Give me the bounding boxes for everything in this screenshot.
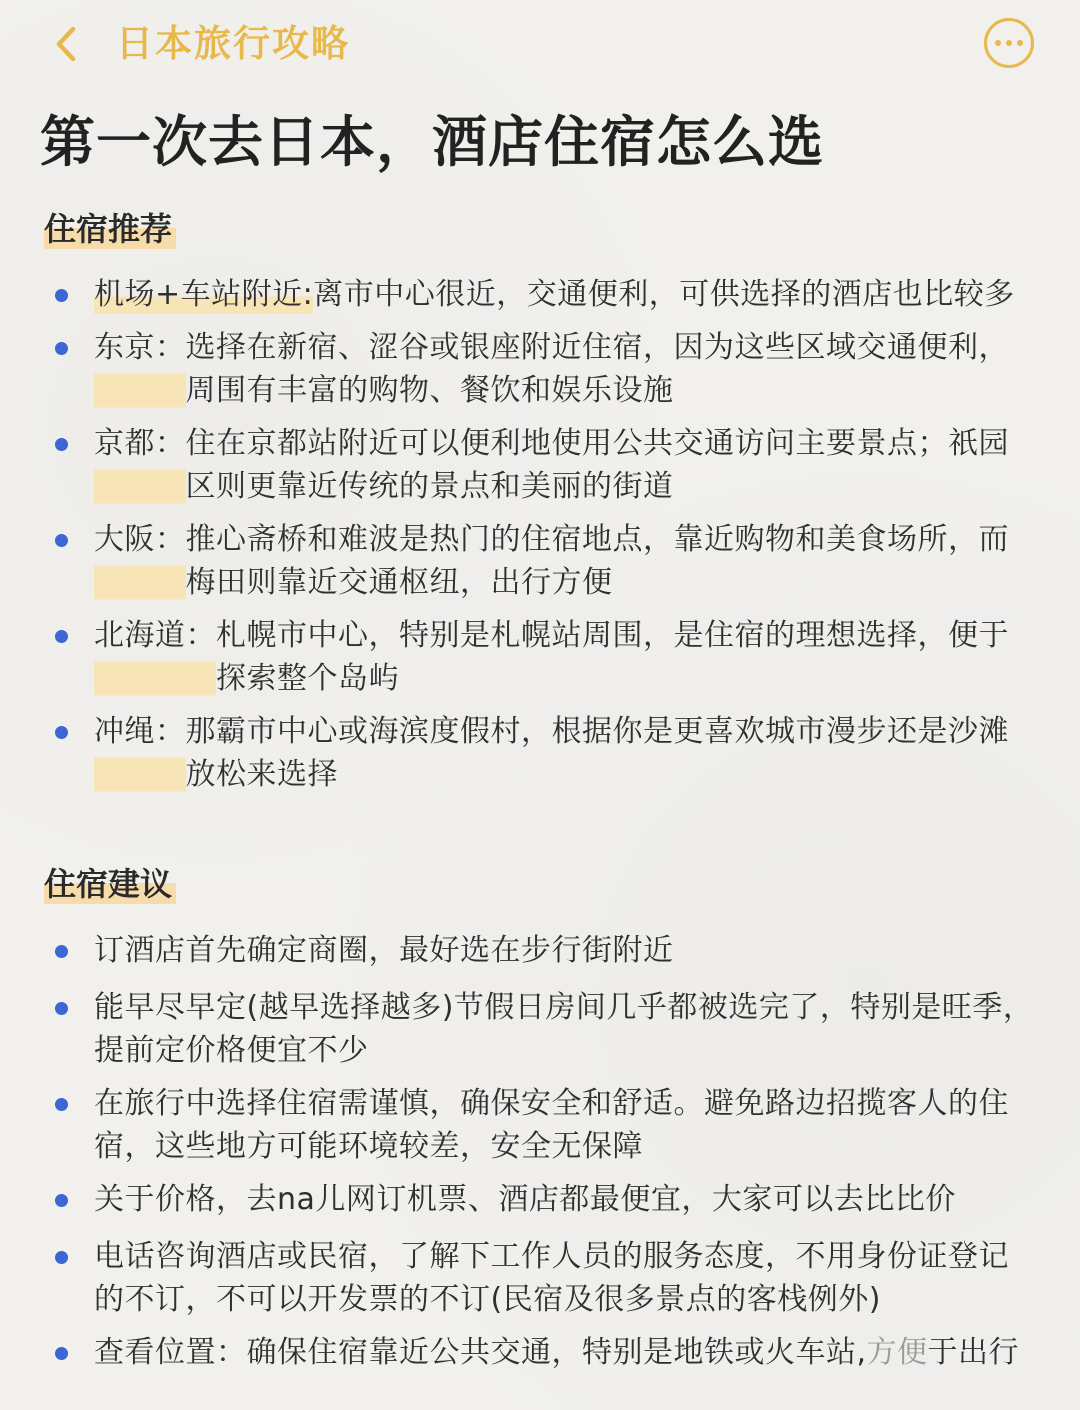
bullet-dot: [55, 342, 68, 355]
bullet-dot: [55, 1347, 68, 1360]
item-label: 机场+车站附近:: [94, 273, 313, 316]
nav-title: 日本旅行攻略: [116, 22, 350, 65]
item-text: 能早尽早定(越早选择越多)节假日房间几乎都被选完了，特别是旺季，提前定价格便宜不少: [94, 990, 1034, 1068]
list-item: [0, 273, 1080, 316]
item-text: 电话咨询酒店或民宿，了解下工作人员的服务态度，不用身份证登记的不订，不可以开发票的不订(民宿及很多景点的客栈例外): [94, 1239, 1009, 1317]
item-text-main: 查看位置：确保住宿靠近公共交通，特别是地铁或火车站,: [94, 1335, 867, 1370]
more-dot: [1017, 40, 1023, 46]
bullet-dot: [55, 1251, 68, 1264]
top-nav-bar: [0, 0, 1080, 90]
list-item: [0, 929, 1080, 972]
list-item: [0, 986, 1080, 1072]
bullet-dot: [55, 726, 68, 739]
item-text-faded: 方便: [866, 1335, 928, 1370]
item-label: 北海道：: [94, 614, 216, 700]
item-text: 关于价格，去na儿网订机票、酒店都最便宜，大家可以去比比价: [94, 1182, 956, 1217]
item-label: 京都：: [94, 422, 186, 508]
item-text-tail: 于出行: [927, 1335, 1020, 1370]
list-item: [0, 710, 1080, 796]
list-item: [0, 1331, 1080, 1374]
bullet-dot: [55, 630, 68, 643]
bullet-dot: [55, 1194, 68, 1207]
advice-list: [0, 929, 1080, 1374]
item-text: 在旅行中选择住宿需谨慎，确保安全和舒适。避免路边招揽客人的住宿，这些地方可能环境较差，安全无保障: [94, 1086, 1009, 1164]
item-label: 东京：: [94, 326, 186, 412]
list-item: [0, 1082, 1080, 1168]
page-title: 第一次去日本，酒店住宿怎么选: [40, 110, 825, 174]
list-item: [0, 422, 1080, 508]
item-text: [0, 1331, 1034, 1374]
more-dot: [1006, 40, 1012, 46]
item-text: 那霸市中心或海滨度假村，根据你是更喜欢城市漫步还是沙滩放松来选择: [185, 714, 1009, 792]
list-item: [0, 614, 1080, 700]
item-text: 选择在新宿、涩谷或银座附近住宿，因为这些区域交通便利，周围有丰富的购物、餐饮和娱乐设施: [185, 330, 1009, 408]
list-item: [0, 1178, 1080, 1221]
back-button[interactable]: [44, 22, 88, 66]
bullet-dot: [55, 438, 68, 451]
more-options-button[interactable]: [984, 18, 1034, 68]
item-text: 住在京都站附近可以便利地使用公共交通访问主要景点；祇园区则更靠近传统的景点和美丽的街道: [185, 426, 1009, 504]
item-text: 推心斋桥和难波是热门的住宿地点，靠近购物和美食场所，而梅田则靠近交通枢纽，出行方便: [185, 522, 1009, 600]
recommend-list: [0, 273, 1080, 796]
bullet-dot: [55, 945, 68, 958]
bullet-dot: [55, 289, 68, 302]
section-heading-advice: 住宿建议: [44, 862, 176, 906]
item-label: 大阪：: [94, 518, 186, 604]
bullet-dot: [55, 1002, 68, 1015]
item-text: 订酒店首先确定商圈，最好选在步行街附近: [94, 933, 674, 968]
list-item: [0, 1235, 1080, 1321]
list-item: [0, 518, 1080, 604]
section-heading-recommend: 住宿推荐: [44, 207, 176, 251]
bullet-dot: [55, 534, 68, 547]
list-item: [0, 326, 1080, 412]
item-label: 冲绳：: [94, 710, 186, 796]
more-horizontal-icon: [995, 40, 1001, 46]
item-text: 札幌市中心，特别是札幌站周围，是住宿的理想选择，便于探索整个岛屿: [216, 618, 1009, 696]
bullet-dot: [55, 1098, 68, 1111]
item-text: 离市中心很近，交通便利，可供选择的酒店也比较多: [313, 277, 1015, 312]
chevron-left-icon: [53, 25, 79, 63]
